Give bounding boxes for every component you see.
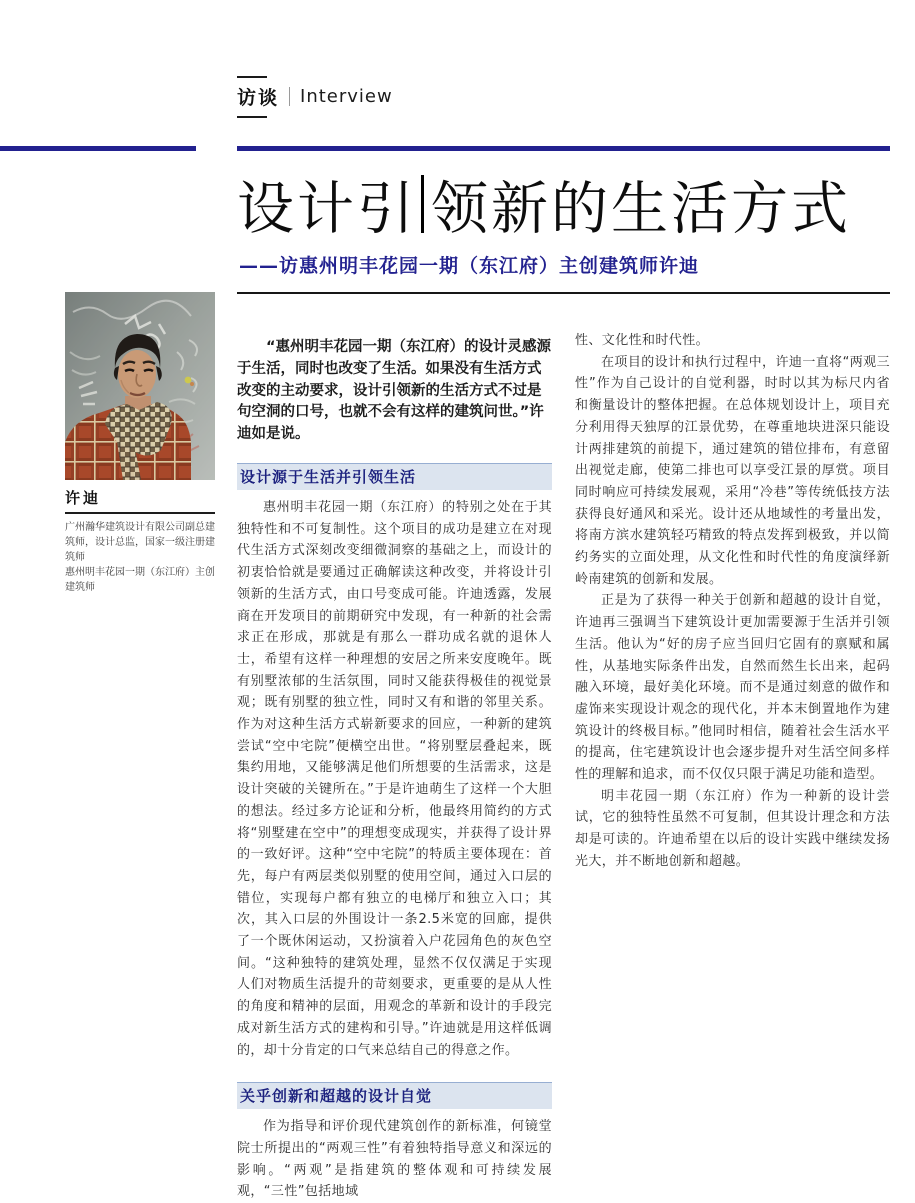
profile-name: 许迪 (65, 487, 215, 514)
kicker (237, 76, 393, 118)
top-accent-bar-right (237, 146, 890, 151)
title-divider-bar (421, 175, 424, 233)
article-title-left: 设计引 (237, 176, 417, 242)
header-rule (237, 292, 890, 294)
section2-header: 关乎创新和超越的设计自觉 (237, 1082, 552, 1109)
article-subtitle: ——访惠州明丰花园一期（东江府）主创建筑师许迪 (239, 255, 700, 277)
profile-sidebar (65, 292, 215, 595)
section2-paragraph-3: 正是为了获得一种关于创新和超越的设计自觉，许迪再三强调当下建筑设计更加需要源于生活并引领生活。他认为“好的房子应当回归它固有的禀赋和属性，从基地实际条件出发，自然而然生长出来，起码融入环境，最好美化环境。而不是通过刻意的做作和虚饰来实现设计观念的现代化，并本末倒置地作为建筑设计的终极目标。”他同时相信，随着社会生活水平的提高，住宅建筑设计也会逐步提升对生活空间多样性的理解和追求，而不仅仅只限于满足功能和造型。 (575, 593, 890, 783)
top-accent-bar-left (0, 146, 196, 151)
section2-paragraph-4: 明丰花园一期（东江府）作为一种新的设计尝试，它的独特性虽然不可复制，但其设计理念和方法却是可读的。许迪希望在以后的设计实践中继续发扬光大，并不断地创新和超越。 (575, 788, 890, 869)
section1-header: 设计源于生活并引领生活 (237, 463, 552, 490)
credential-company: 广州瀚华建筑设计有限公司副总建筑师，设计总监，国家一级注册建筑师 (65, 522, 215, 563)
article-column-1 (237, 330, 552, 1203)
kicker-divider (289, 87, 290, 106)
article-column-2 (575, 330, 890, 1203)
kicker-label-en: Interview (300, 86, 393, 107)
article-title-right: 领新的生活方式 (431, 176, 851, 242)
section2-paragraph-col1: 作为指导和评价现代建筑创作的新标准，何镜堂院士所提出的“两观三性”有着独特指导意义和深远的影响。“两观”是指建筑的整体观和可持续发展观，“三性”包括地域 (237, 1119, 552, 1200)
portrait-photo (65, 292, 215, 480)
profile-credentials (65, 520, 215, 595)
kicker-rule-bottom (237, 116, 267, 118)
kicker-rule-top (237, 76, 267, 78)
intro-paragraph: “惠州明丰花园一期（东江府）的设计灵感源于生活，同时也改变了生活。如果没有生活方式改变的主动要求，设计引领新的生活方式不过是句空洞的口号，也就不会有这样的建筑问世。”许迪如是说。 (237, 339, 552, 443)
section2-paragraph-continuation: 性、文化性和时代性。 (575, 333, 710, 348)
kicker-label-cn: 访谈 (237, 87, 280, 109)
article-title (237, 163, 890, 245)
section2-paragraph-2: 在项目的设计和执行过程中，许迪一直将“两观三性”作为自己设计的自觉利器，时时以其为标尺内省和衡量设计的整体把握。在总体规划设计上，项目充分利用得天独厚的江景优势，在尊重地块进深只能设计两排建筑的前提下，通过建筑的错位排布，有意留出视觉走廊，使第二排也可以享受江景的厚赏。项目同时响应可持续发展观，采用“冷巷”等传统低技方法获得良好通风和采光。设计还从地域性的考量出发，将南方滨水建筑轻巧精致的特点发挥到极致，并以简约务实的立面处理，从文化性和时代性的角度演绎新岭南建筑的创新和发展。 (575, 354, 890, 587)
credential-project: 惠州明丰花园一期（东江府）主创建筑师 (65, 567, 215, 593)
section1-paragraph: 惠州明丰花园一期（东江府）的特别之处在于其独特性和不可复制性。这个项目的成功是建立在对现代生活方式深刻改变细微洞察的基础之上，而设计的初衷恰恰就是要通过正确解读这种改变，并将设计引领新的生活方式，由口号变成可能。许迪透露，发展商在开发项目的前期研究中发现，有一种新的社会需求正在形成，那就是有那么一群功成名就的退休人士，希望有这样一种理想的安居之所来安度晚年。既有别墅浓郁的生活氛围，同时又能获得极佳的视觉景观；既有别墅的独立性，同时又有和谐的邻里关系。作为对这种生活方式崭新要求的回应，一种新的建筑尝试“空中宅院”便横空出世。“将别墅层叠起来，既集约用地，又能够满足他们所想要的生活需求，这是设计突破的关键所在。”于是许迪萌生了这样一个大胆的想法。经过多方论证和分析，他最终用简约的方式将“别墅建在空中”的理想变成现实，并获得了设计界的一致好评。这种“空中宅院”的特质主要体现在：首先，每户有两层类似别墅的使用空间，通过入口层的错位，实现每户都有独立的电梯厅和独立入口；其次，其入口层的外围设计一条2.5米宽的回廊，提供了一个既休闲运动，又扮演着入户花园角色的灰色空间。“这种独特的建筑处理，显然不仅仅满足于实现人们对物质生活提升的苛刻要求，更重要的是从人性的角度和精神的层面，用观念的革新和设计的手段完成对新生活方式的建构和引导。”许迪就是用这样低调的，却十分肯定的口气来总结自己的得意之作。 (237, 499, 552, 1058)
article-body (237, 330, 890, 1203)
